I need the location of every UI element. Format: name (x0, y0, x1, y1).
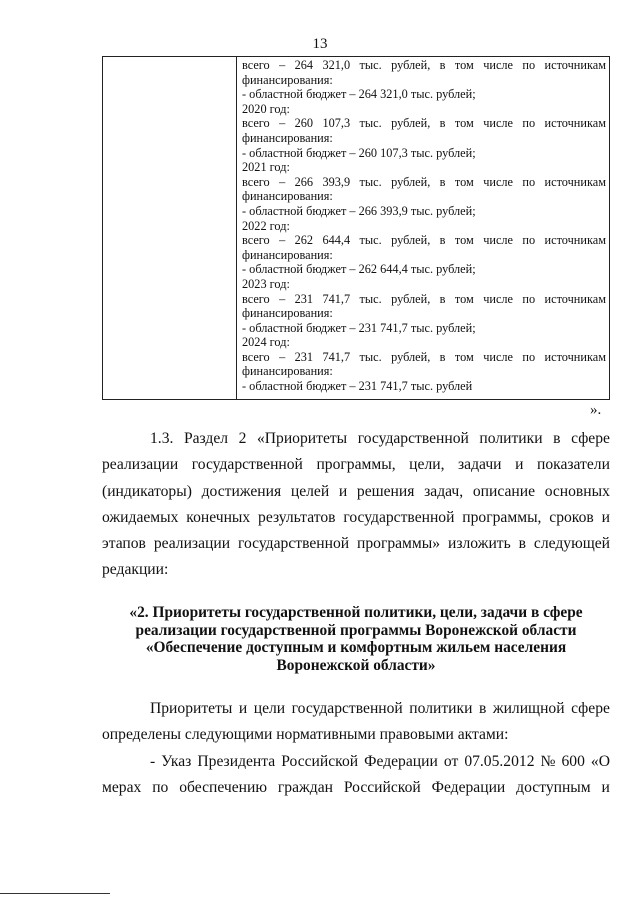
heading-line: Воронежской области» (276, 656, 436, 674)
financing-line: финансирования: (242, 130, 333, 145)
paragraph-line: определены следующими нормативными правовыми актами: (102, 726, 509, 744)
financing-line: - областной бюджет – 262 644,4 тыс. рублей; (242, 262, 476, 277)
section-heading (102, 604, 610, 674)
financing-line: всего – 260 107,3 тыс. рублей, в том числе по источникам (242, 116, 606, 131)
financing-line: всего – 262 644,4 тыс. рублей, в том числе по источникам (242, 233, 606, 248)
paragraph-line: Приоритеты и цели государственной политики в жилищной сфере (150, 700, 610, 717)
footnote-divider (0, 893, 110, 894)
financing-line: всего – 231 741,7 тыс. рублей, в том числе по источникам (242, 349, 606, 364)
financing-line: 2022 год: (242, 218, 290, 233)
financing-table (102, 56, 610, 400)
financing-line: финансирования: (242, 247, 333, 262)
paragraph-line: этапов реализации государственной программы» изложить в следующей (102, 535, 610, 553)
financing-line: финансирования: (242, 72, 333, 87)
financing-line: - областной бюджет – 260 107,3 тыс. рублей; (242, 145, 476, 160)
financing-line: 2023 год: (242, 276, 290, 291)
financing-line: - областной бюджет – 231 741,7 тыс. рублей; (242, 320, 476, 335)
paragraph-line: - Указ Президента Российской Федерации от 07.05.2012 № 600 «О (150, 752, 610, 770)
financing-table-label-cell (103, 57, 237, 399)
heading-line: «Обеспечение доступным и комфортным жильем населения (145, 639, 567, 656)
financing-line: финансирования: (242, 189, 333, 204)
paragraph-line: редакции: (102, 561, 169, 579)
paragraph-line: 1.3. Раздел 2 «Приоритеты государственной политики в сфере (150, 430, 610, 447)
financing-line: финансирования: (242, 306, 333, 321)
financing-table-value-cell (237, 57, 611, 399)
financing-line: - областной бюджет – 264 321,0 тыс. рублей; (242, 87, 476, 102)
paragraph-priorities (102, 696, 610, 801)
financing-line: финансирования: (242, 364, 333, 379)
closing-quote: ». (590, 402, 602, 418)
financing-line: - областной бюджет – 266 393,9 тыс. рублей; (242, 203, 476, 218)
heading-line: реализации государственной программы Воронежской области (135, 621, 577, 639)
page-number: 13 (312, 36, 328, 52)
financing-line: 2021 год: (242, 160, 290, 175)
financing-line: всего – 231 741,7 тыс. рублей, в том числе по источникам (242, 291, 606, 306)
financing-line: всего – 264 321,0 тыс. рублей, в том числе по источникам (242, 58, 606, 72)
heading-line: «2. Приоритеты государственной политики, цели, задачи в сфере (129, 604, 583, 621)
financing-line: всего – 266 393,9 тыс. рублей, в том числе по источникам (242, 174, 606, 189)
financing-line: 2020 год: (242, 101, 290, 116)
financing-line: 2024 год: (242, 335, 290, 350)
paragraph-line: ожидаемых конечных результатов государственной программы, сроков и (102, 508, 610, 526)
paragraph-line: (индикаторы) достижения целей и решения задач, описание основных (102, 482, 610, 500)
financing-line: - областной бюджет – 231 741,7 тыс. рублей (242, 379, 473, 394)
paragraph-line: мерах по обеспечению граждан Российской Федерации доступным и (102, 778, 610, 796)
paragraph-1-3 (102, 426, 610, 584)
paragraph-line: реализации государственной программы, цели, задачи и показатели (102, 456, 610, 474)
